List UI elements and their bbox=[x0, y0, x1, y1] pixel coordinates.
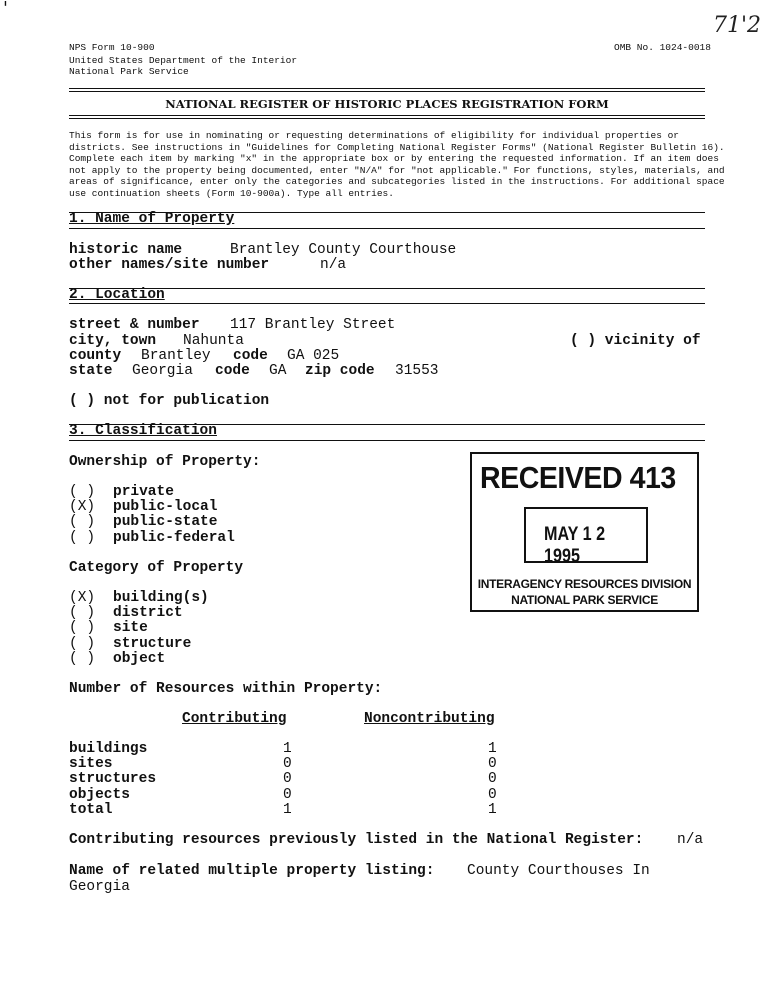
instruction-line: Complete each item by marking "x" in the appropriate box or by entering the requested information. If an item does bbox=[69, 153, 719, 164]
zip-label: zip code bbox=[305, 363, 375, 379]
city-value: Nahunta bbox=[183, 333, 244, 349]
ownership-mark[interactable]: ( ) bbox=[69, 514, 96, 530]
ownership-mark[interactable]: ( ) bbox=[69, 484, 96, 500]
ownership-mark[interactable]: (X) bbox=[69, 499, 96, 515]
form-title: NATIONAL REGISTER OF HISTORIC PLACES REGISTRATION FORM bbox=[165, 97, 609, 111]
header-rule-bottom-2 bbox=[69, 118, 705, 119]
header-rule-top bbox=[69, 88, 705, 89]
resource-contributing: 0 bbox=[283, 787, 292, 803]
state-value: Georgia bbox=[132, 363, 193, 379]
instruction-line: not apply to the property being documented, enter "N/A" for "not applicable." For functions, styles, materials, and bbox=[69, 164, 725, 176]
section1-heading: 1. Name of Property bbox=[69, 211, 235, 227]
resource-row-label: sites bbox=[69, 756, 113, 772]
form-number: NPS Form 10-900 bbox=[69, 42, 155, 53]
received-stamp bbox=[470, 452, 699, 612]
related-listing-value: County Courthouses In bbox=[467, 863, 650, 879]
state-label: state bbox=[69, 363, 113, 379]
ownership-label-public-state: public-state bbox=[113, 514, 218, 530]
resource-contributing: 0 bbox=[283, 771, 292, 787]
department: United States Department of the Interior bbox=[69, 55, 298, 66]
category-mark[interactable]: ( ) bbox=[69, 636, 96, 652]
resource-noncontributing: 0 bbox=[488, 787, 497, 803]
stamp-division: INTERAGENCY RESOURCES DIVISION bbox=[477, 577, 692, 591]
historic-name-label: historic name bbox=[69, 242, 183, 258]
resource-row-label: objects bbox=[69, 787, 130, 803]
other-names-label: other names/site number bbox=[69, 257, 270, 273]
stamp-title: RECEIVED 413 bbox=[480, 460, 676, 495]
ownership-mark[interactable]: ( ) bbox=[69, 530, 96, 546]
resource-row-label: buildings bbox=[69, 741, 148, 757]
ownership-label-private: private bbox=[113, 484, 174, 500]
category-mark[interactable]: (X) bbox=[69, 590, 96, 606]
category-label-site: site bbox=[113, 620, 148, 636]
stamp-date: MAY 1 2 1995 bbox=[544, 524, 606, 567]
resource-noncontributing: 0 bbox=[488, 756, 497, 772]
ownership-label: Ownership of Property: bbox=[69, 454, 261, 470]
instruction-line: use continuation sheets (Form 10-900a). Type all entries. bbox=[69, 187, 394, 199]
category-mark[interactable]: ( ) bbox=[69, 620, 96, 636]
section3-rule-bottom bbox=[69, 440, 705, 441]
resource-contributing: 1 bbox=[283, 741, 292, 757]
category-mark[interactable]: ( ) bbox=[69, 651, 96, 667]
resource-noncontributing: 1 bbox=[488, 741, 497, 757]
resource-noncontributing: 0 bbox=[488, 771, 497, 787]
service: National Park Service bbox=[69, 66, 189, 77]
stamp-service: NATIONAL PARK SERVICE bbox=[511, 593, 658, 607]
section2-heading: 2. Location bbox=[69, 287, 165, 303]
instruction-line: districts. See instructions in "Guidelines for Completing National Register Forms" (National Register Bulletin 16). bbox=[69, 141, 725, 153]
previously-listed-label: Contributing resources previously listed in the National Register: bbox=[69, 832, 644, 848]
zip-value: 31553 bbox=[395, 363, 439, 379]
not-for-publication-checkbox[interactable]: ( ) not for publication bbox=[69, 393, 270, 409]
instructions bbox=[69, 130, 725, 199]
category-label-buildings: building(s) bbox=[113, 590, 209, 606]
county-value: Brantley bbox=[141, 348, 211, 364]
category-label: Category of Property bbox=[69, 560, 244, 576]
resource-noncontributing: 1 bbox=[488, 802, 497, 818]
stamp-date-box bbox=[524, 507, 648, 567]
resources-label: Number of Resources within Property: bbox=[69, 681, 383, 697]
instruction-line: areas of significance, enter only the categories and subcategories listed in the instructions. For additional space bbox=[69, 176, 725, 187]
category-label-district: district bbox=[113, 605, 183, 621]
county-label: county bbox=[69, 348, 122, 364]
other-names-value: n/a bbox=[320, 257, 347, 273]
section1-rule-bottom bbox=[69, 228, 705, 229]
previously-listed-value: n/a bbox=[677, 832, 704, 848]
city-label: city, town bbox=[69, 333, 157, 349]
related-listing-value-continued: Georgia bbox=[69, 879, 130, 895]
ownership-label-public-local: public-local bbox=[113, 499, 218, 515]
section2-rule-bottom bbox=[69, 303, 705, 304]
state-code-value: GA bbox=[269, 363, 287, 379]
omb-number: OMB No. 1024-0018 bbox=[614, 42, 711, 53]
section3-heading: 3. Classification bbox=[69, 423, 217, 439]
contributing-header: Contributing bbox=[182, 711, 287, 727]
resource-row-label: structures bbox=[69, 771, 157, 787]
handwritten-note: 71'2 bbox=[713, 13, 762, 38]
vicinity-checkbox[interactable]: ( ) vicinity of bbox=[570, 333, 701, 349]
street-value: 117 Brantley Street bbox=[230, 317, 396, 333]
header-rule-top-2 bbox=[69, 91, 705, 92]
related-listing-label: Name of related multiple property listing: bbox=[69, 863, 435, 879]
state-code-label: code bbox=[215, 363, 250, 379]
county-code-value: GA 025 bbox=[287, 348, 340, 364]
county-code-label: code bbox=[233, 348, 268, 364]
instruction-line: This form is for use in nominating or requesting determinations of eligibility for individual properties or bbox=[69, 130, 679, 141]
resource-contributing: 1 bbox=[283, 802, 292, 818]
ownership-label-public-federal: public-federal bbox=[113, 530, 235, 546]
historic-name-value: Brantley County Courthouse bbox=[230, 242, 457, 258]
header-rule-bottom bbox=[69, 115, 705, 116]
corner-mark: ' bbox=[3, 0, 8, 19]
category-mark[interactable]: ( ) bbox=[69, 605, 96, 621]
street-label: street & number bbox=[69, 317, 200, 333]
noncontributing-header: Noncontributing bbox=[364, 711, 495, 727]
category-label-object: object bbox=[113, 651, 166, 667]
resource-row-label: total bbox=[69, 802, 113, 818]
category-label-structure: structure bbox=[113, 636, 192, 652]
resource-contributing: 0 bbox=[283, 756, 292, 772]
